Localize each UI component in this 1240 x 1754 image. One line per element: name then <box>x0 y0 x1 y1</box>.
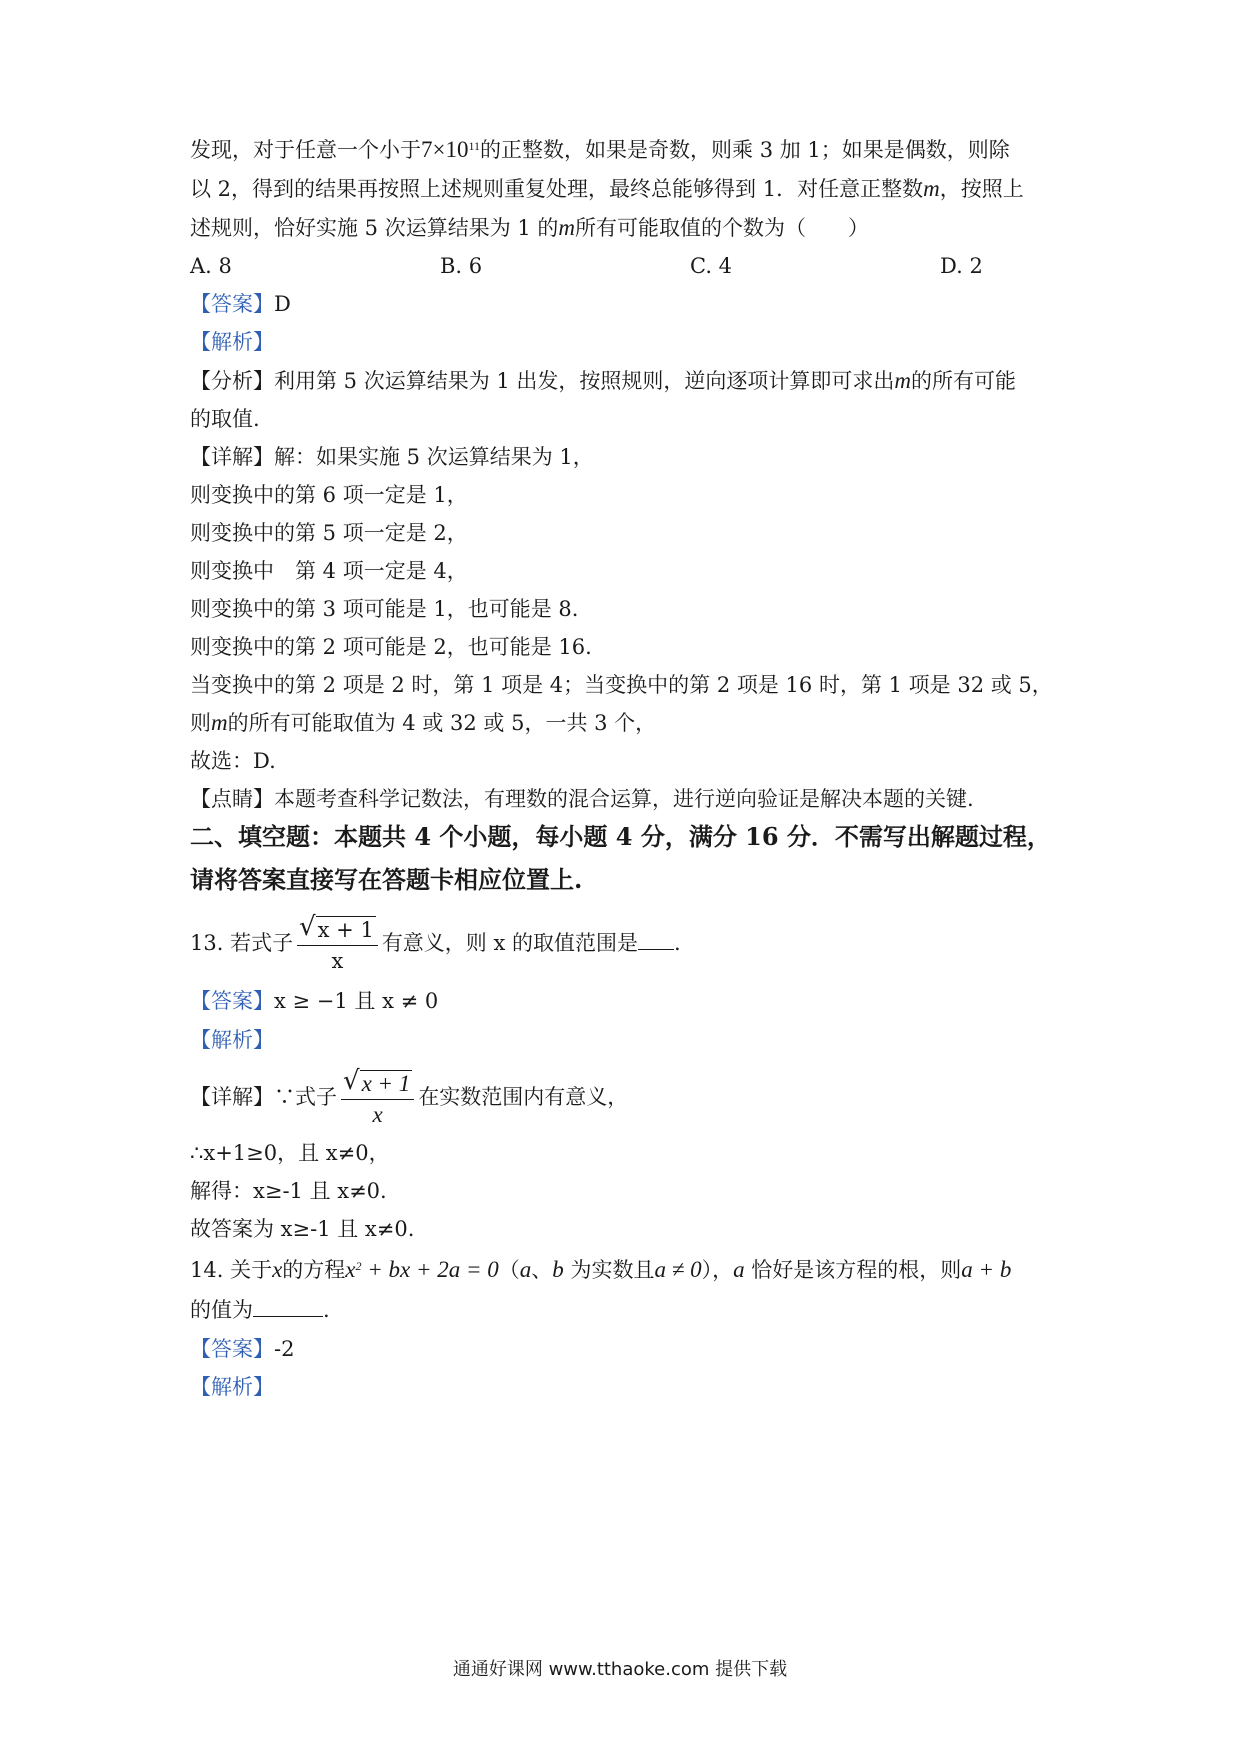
q12-choose: 故选：D. <box>190 749 276 773</box>
answer-blank <box>638 929 674 950</box>
variable-m: m <box>211 710 228 735</box>
xiangjie-tag: 【详解】 <box>190 1085 274 1109</box>
q12-line-1: 发现，对于任意一个小于$7\times 10^{11}$的正整数，如果是奇数，则乘 3 加 1；如果是偶数，则除 <box>190 137 1010 162</box>
xiangjie-tag: 【详解】 <box>190 445 274 469</box>
section-heading-line-1: 二、填空题：本题共 4 个小题，每小题 4 分，满分 16 分．不需写出解题过程， <box>190 822 1051 851</box>
step-line: 当变换中的第 2 项是 2 时，第 1 项是 4；当变换中的第 2 项是 16 时，第 1 项是 32 或 5， <box>190 673 1053 697</box>
answer-tag: 【答案】 <box>190 292 274 316</box>
q12-jiexi-tag: 【解析】 <box>190 330 274 354</box>
step-line: 则变换中的第 3 项可能是 1，也可能是 8. <box>190 597 579 621</box>
answer-tag: 【答案】 <box>190 989 274 1013</box>
answer-tag: 【答案】 <box>190 1337 274 1361</box>
sci-notation: $7\times 10^{11}$ <box>421 137 481 162</box>
q12-xiangjie: 【详解】解：如果实施 5 次运算结果为 1， <box>190 445 594 469</box>
q12-fenxi: 【分析】利用第 5 次运算结果为 1 出发，按照规则，逆向逐项计算即可求出m的所有可能 <box>190 368 1017 393</box>
section-heading-line-2: 请将答案直接写在答题卡相应位置上. <box>190 865 583 894</box>
page-footer: 通通好课网 www.tthaoke.com 提供下载 <box>452 1659 788 1680</box>
q13-question: 13. 若式子 √ x + 1 x 有意义，则 x 的取值范围是 . <box>190 913 681 976</box>
variable-m: m <box>558 215 576 240</box>
equation: $x^2$ + bx + 2a = 0 <box>345 1257 499 1282</box>
variable-m: m <box>894 368 912 393</box>
sqrt-sign: √ <box>343 1066 360 1096</box>
q13-solve: 解得：x≥-1 且 x≠0. <box>190 1179 387 1203</box>
q13-answer <box>190 986 438 1016</box>
fraction: √ x + 1 x <box>297 913 378 976</box>
q14-answer <box>190 1334 294 1364</box>
q12-line-3: 述规则，恰好实施 5 次运算结果为 1 的m所有可能取值的个数为（ ） <box>190 215 870 240</box>
q14-jiexi-tag: 【解析】 <box>190 1375 274 1399</box>
q12-fenxi-line-2: 的取值. <box>190 407 260 431</box>
q12-dianjing: 【点睛】本题考查科学记数法，有理数的混合运算，进行逆向验证是解决本题的关键. <box>190 787 974 811</box>
answer-value: D <box>274 292 291 316</box>
q14-question: 14. 关于x的方程$x^2$ + bx + 2a = 0（a、b 为实数且a ≠ 0），a 恰好是该方程的根，则a + b <box>190 1257 1012 1282</box>
fenxi-tag: 【分析】 <box>190 369 274 393</box>
fraction: √ x + 1 x <box>341 1067 414 1130</box>
q12-text: 发现，对于任意一个小于 <box>190 138 421 162</box>
step-line: 则变换中 第 4 项一定是 4， <box>190 559 468 583</box>
option-c: C. 4 <box>690 254 733 278</box>
variable-m: m <box>923 176 940 201</box>
q14-line-2: 的值为 . <box>190 1298 330 1322</box>
q13-jiexi-tag: 【解析】 <box>190 1028 274 1052</box>
q12-conclusion: 则m的所有可能取值为 4 或 32 或 5，一共 3 个， <box>190 710 657 735</box>
option-d: D. 2 <box>940 254 983 278</box>
option-b: B. 6 <box>440 254 483 278</box>
variable-x: x <box>272 1257 283 1282</box>
q13-final: 故答案为 x≥-1 且 x≠0. <box>190 1217 415 1241</box>
dianjing-tag: 【点睛】 <box>190 787 274 811</box>
q13-xiangjie: 【详解】∵式子 √ x + 1 x 在实数范围内有意义， <box>190 1067 628 1130</box>
answer-value: x ≥ −1 且 x ≠ 0 <box>274 989 439 1013</box>
step-line: 则变换中的第 2 项可能是 2，也可能是 16. <box>190 635 592 659</box>
q12-options <box>190 251 1070 281</box>
sqrt-sign: √ <box>299 912 316 942</box>
q12-answer <box>190 289 291 319</box>
step-line: 则变换中的第 6 项一定是 1， <box>190 483 468 507</box>
q13-therefore: ∴x+1≥0，且 x≠0， <box>190 1141 390 1165</box>
answer-blank <box>253 1296 323 1317</box>
answer-value: -2 <box>274 1337 295 1361</box>
option-a: A. 8 <box>190 254 232 278</box>
step-line: 则变换中的第 5 项一定是 2， <box>190 521 468 545</box>
q12-line-2: 以 2，得到的结果再按照上述规则重复处理，最终总能够得到 1．对任意正整数m，按照上 <box>190 176 1024 201</box>
